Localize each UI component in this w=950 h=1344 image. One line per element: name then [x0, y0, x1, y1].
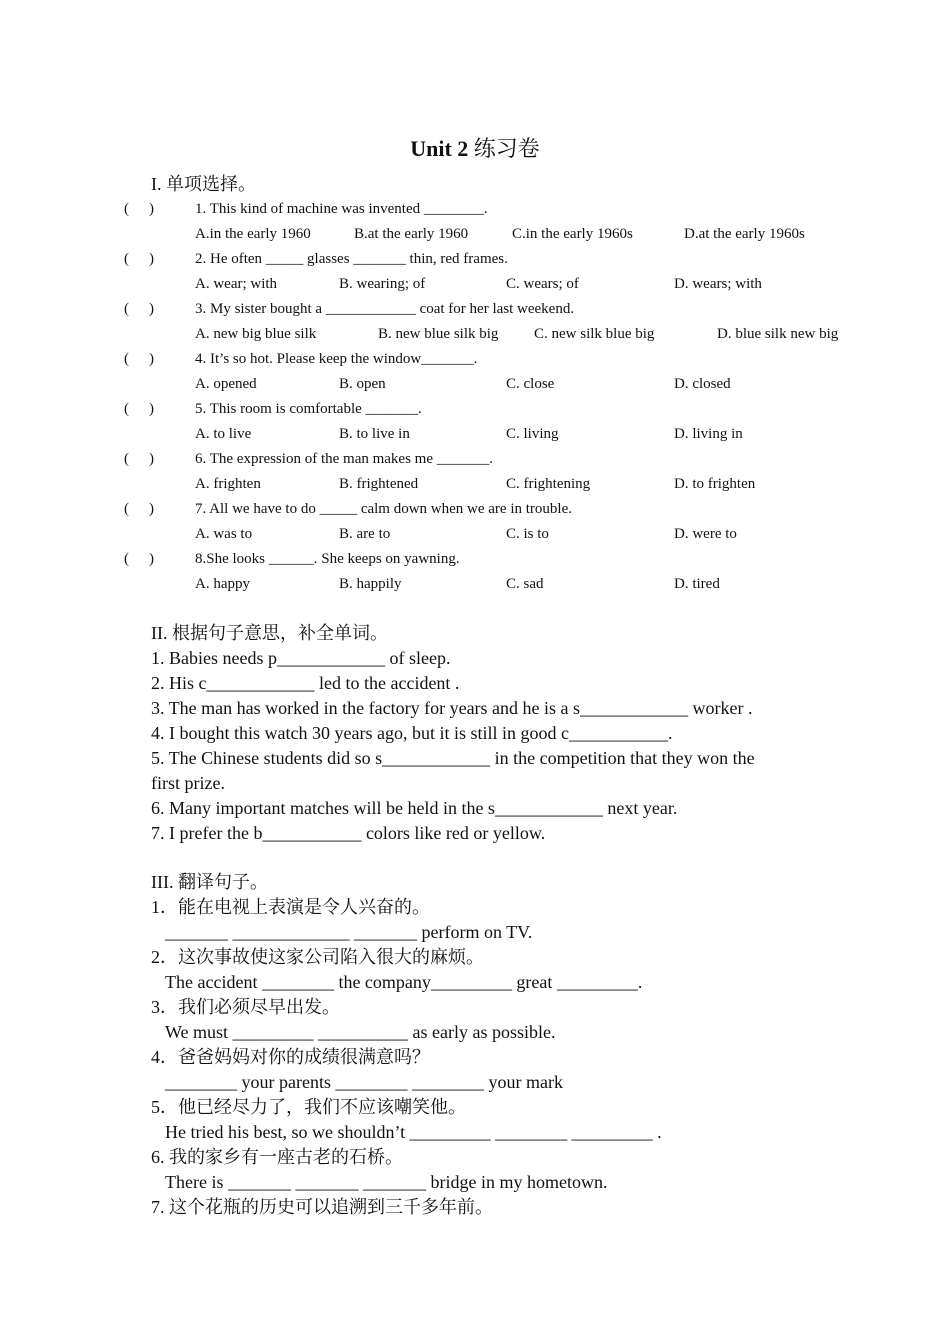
title-subtitle: 练习卷: [473, 136, 540, 161]
option-c[interactable]: C. frightening: [506, 476, 591, 492]
translation-answer-line: _______ _____________ _______ perform on TV.: [165, 922, 533, 942]
option-c[interactable]: C. sad: [506, 576, 544, 592]
translation-prompt: 5．他已经尽力了，我们不应该嘲笑他。: [151, 1097, 466, 1117]
question-row: [0, 497, 950, 522]
translation-answer-line: There is _______ _______ _______ bridge in my hometown.: [165, 1172, 608, 1192]
option-c[interactable]: C. new silk blue big: [534, 326, 655, 342]
page-title: [0, 134, 950, 164]
question-stem: 8.She looks ______. She keeps on yawning.: [195, 551, 460, 567]
answer-bracket[interactable]: [124, 497, 154, 522]
question-stem: 3. My sister bought a ____________ coat for her last weekend.: [195, 301, 575, 317]
option-b[interactable]: B. to live in: [339, 426, 410, 442]
fill-line: 5. The Chinese students did so s____________ in the competition that they won the: [151, 748, 755, 768]
answer-bracket[interactable]: [124, 297, 154, 322]
fill-line: 6. Many important matches will be held in the s____________ next year.: [151, 798, 678, 818]
bracket-close: ): [149, 351, 154, 367]
option-b[interactable]: B. frightened: [339, 476, 419, 492]
bracket-close: ): [149, 551, 154, 567]
question-row: [0, 197, 950, 222]
option-a[interactable]: A. frighten: [195, 476, 261, 492]
option-d[interactable]: D. closed: [674, 376, 731, 392]
translation-prompt: 3．我们必须尽早出发。: [151, 997, 340, 1017]
option-a[interactable]: A. new big blue silk: [195, 326, 317, 342]
question-row: [0, 347, 950, 372]
bracket-close: ): [149, 501, 154, 517]
options-row: [0, 372, 950, 397]
section-multiple-choice: [0, 172, 950, 597]
option-b[interactable]: B. are to: [339, 526, 391, 542]
question-row: [0, 547, 950, 572]
bracket-open: (: [124, 401, 129, 417]
option-a[interactable]: A. wear; with: [195, 276, 278, 292]
fill-line: 2. His c____________ led to the accident .: [151, 673, 460, 693]
translation-prompt: 7. 这个花瓶的历史可以追溯到三千多年前。: [151, 1197, 493, 1217]
question-stem: 4. It’s so hot. Please keep the window_______.: [195, 351, 478, 367]
option-a[interactable]: A. opened: [195, 376, 257, 392]
bracket-close: ): [149, 401, 154, 417]
option-d[interactable]: D.at the early 1960s: [684, 226, 805, 242]
option-d[interactable]: D. to frighten: [674, 476, 756, 492]
option-a[interactable]: A. was to: [195, 526, 253, 542]
options-row: [0, 572, 950, 597]
answer-bracket[interactable]: [124, 197, 154, 222]
bracket-open: (: [124, 551, 129, 567]
answer-bracket[interactable]: [124, 347, 154, 372]
section1-heading: I. 单项选择。: [151, 174, 256, 194]
question-list: [0, 197, 950, 597]
question-stem: 6. The expression of the man makes me _______.: [195, 451, 493, 467]
question-row: [0, 297, 950, 322]
bracket-open: (: [124, 201, 129, 217]
options-row: [0, 472, 950, 497]
option-d[interactable]: D. tired: [674, 576, 720, 592]
translation-answer-line: ________ your parents ________ ________ your mark: [165, 1072, 563, 1092]
option-a[interactable]: A. happy: [195, 576, 250, 592]
translation-answer-line: He tried his best, so we shouldn’t _________ ________ _________ .: [165, 1122, 662, 1142]
answer-bracket[interactable]: [124, 247, 154, 272]
option-d[interactable]: D. were to: [674, 526, 737, 542]
fill-line: 1. Babies needs p____________ of sleep.: [151, 648, 451, 668]
option-c[interactable]: C. is to: [506, 526, 549, 542]
option-a[interactable]: A.in the early 1960: [195, 226, 311, 242]
options-row: [0, 222, 950, 247]
section-complete-words: [151, 621, 931, 846]
question-row: [0, 397, 950, 422]
option-d[interactable]: D. wears; with: [674, 276, 762, 292]
answer-bracket[interactable]: [124, 547, 154, 572]
option-a[interactable]: A. to live: [195, 426, 252, 442]
title-unit: Unit 2: [410, 136, 469, 161]
option-b[interactable]: B. new blue silk big: [378, 326, 499, 342]
option-c[interactable]: C. wears; of: [506, 276, 579, 292]
bracket-open: (: [124, 301, 129, 317]
option-d[interactable]: D. blue silk new big: [717, 326, 839, 342]
bracket-close: ): [149, 451, 154, 467]
options-row: [0, 422, 950, 447]
fill-line: 4. I bought this watch 30 years ago, but it is still in good c___________.: [151, 723, 673, 743]
answer-bracket[interactable]: [124, 447, 154, 472]
question-stem: 5. This room is comfortable _______.: [195, 401, 422, 417]
option-c[interactable]: C. close: [506, 376, 555, 392]
translation-answer-line: The accident ________ the company_________ great _________.: [165, 972, 643, 992]
section-translation: [151, 870, 931, 1220]
translation-prompt: 2．这次事故使这家公司陷入很大的麻烦。: [151, 947, 484, 967]
question-stem: 7. All we have to do _____ calm down when we are in trouble.: [195, 501, 572, 517]
options-row: [0, 322, 950, 347]
question-stem: 1. This kind of machine was invented ________.: [195, 201, 488, 217]
bracket-open: (: [124, 251, 129, 267]
question-row: [0, 247, 950, 272]
translation-answer-line: We must _________ __________ as early as possible.: [165, 1022, 556, 1042]
bracket-open: (: [124, 351, 129, 367]
answer-bracket[interactable]: [124, 397, 154, 422]
option-b[interactable]: B. wearing; of: [339, 276, 426, 292]
option-c[interactable]: C. living: [506, 426, 559, 442]
options-row: [0, 522, 950, 547]
bracket-open: (: [124, 451, 129, 467]
question-stem: 2. He often _____ glasses _______ thin, red frames.: [195, 251, 508, 267]
fill-line: 7. I prefer the b___________ colors like red or yellow.: [151, 823, 546, 843]
option-d[interactable]: D. living in: [674, 426, 743, 442]
option-b[interactable]: B. open: [339, 376, 386, 392]
section2-heading: II. 根据句子意思，补全单词。: [151, 623, 388, 643]
option-b[interactable]: B. happily: [339, 576, 402, 592]
translation-prompt: 1．能在电视上表演是令人兴奋的。: [151, 897, 430, 917]
option-b[interactable]: B.at the early 1960: [354, 226, 469, 242]
bracket-open: (: [124, 501, 129, 517]
bracket-close: ): [149, 301, 154, 317]
options-row: [0, 272, 950, 297]
section3-heading: III. 翻译句子。: [151, 872, 268, 892]
fill-line: first prize.: [151, 773, 225, 793]
fill-line: 3. The man has worked in the factory for years and he is a s____________ worker .: [151, 698, 753, 718]
option-c[interactable]: C.in the early 1960s: [512, 226, 633, 242]
translation-prompt: 6. 我的家乡有一座古老的石桥。: [151, 1147, 403, 1167]
translation-prompt: 4．爸爸妈妈对你的成绩很满意吗？: [151, 1047, 430, 1067]
question-row: [0, 447, 950, 472]
bracket-close: ): [149, 251, 154, 267]
bracket-close: ): [149, 201, 154, 217]
